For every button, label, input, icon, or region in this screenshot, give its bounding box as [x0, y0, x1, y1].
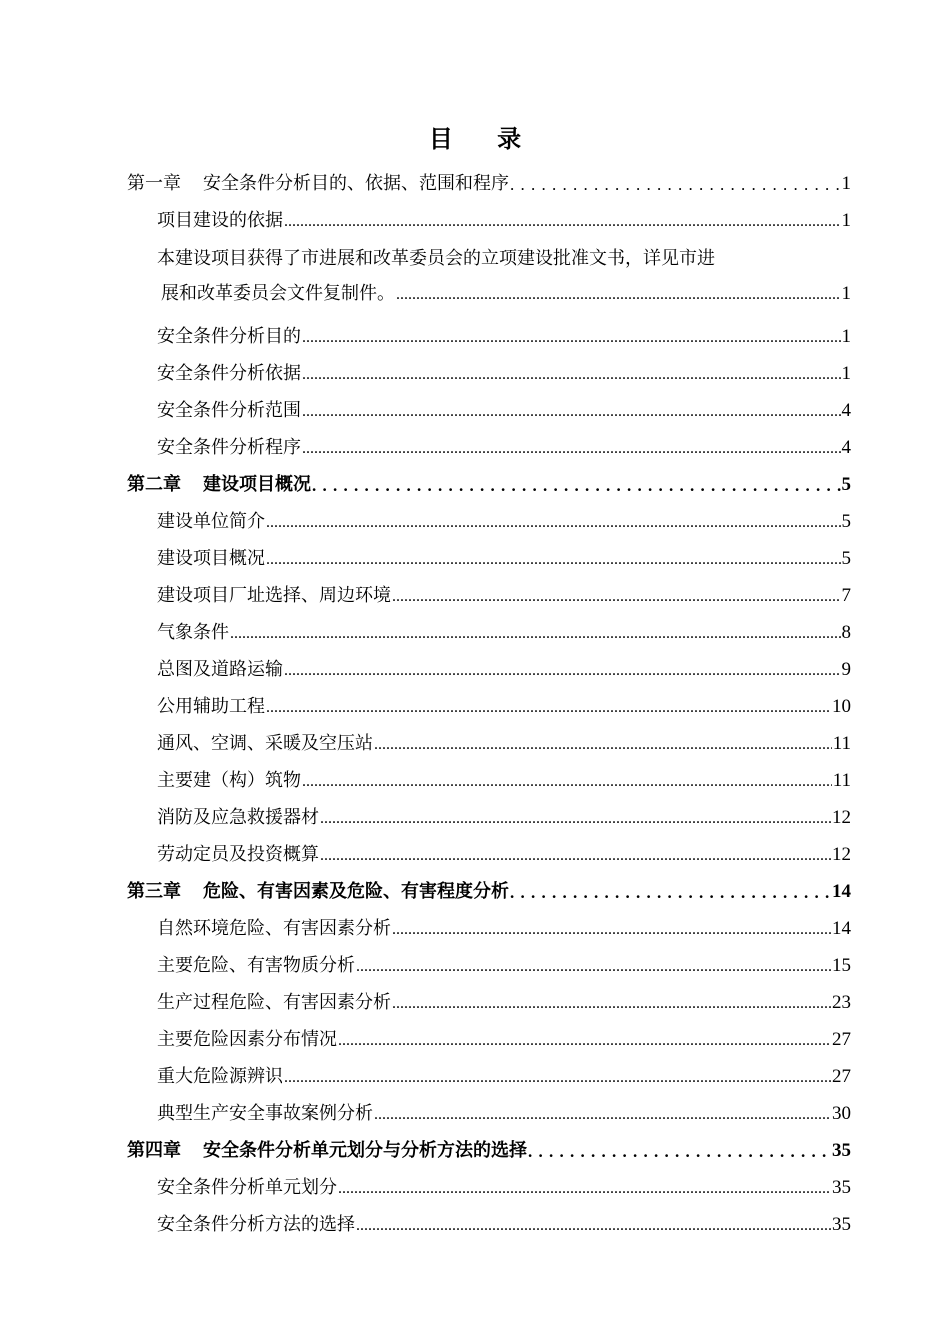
dot-leader — [510, 173, 841, 195]
toc-entry-section[interactable] — [127, 687, 851, 724]
toc-page-number: 5 — [841, 474, 851, 495]
page-title: 目 录 — [428, 125, 540, 153]
toc-entry-section[interactable] — [127, 946, 851, 983]
chapter-title: 建设项目概况 — [203, 474, 311, 495]
dot-leader — [284, 1066, 831, 1088]
toc-page-number: 1 — [841, 173, 851, 194]
toc-entry-label: 公用辅助工程 — [157, 696, 265, 717]
toc-entry-section[interactable] — [127, 1168, 851, 1205]
toc-entry-label: 气象条件 — [157, 622, 229, 643]
toc-page-number: 12 — [832, 807, 851, 828]
chapter-number: 第四章 — [127, 1140, 181, 1161]
toc-page-number: 5 — [841, 511, 851, 532]
chapter-number: 第二章 — [127, 474, 181, 495]
toc-page-number: 4 — [841, 400, 851, 421]
chapter-title: 危险、有害因素及危险、有害程度分析 — [203, 881, 509, 902]
toc-entry-section[interactable] — [127, 391, 851, 428]
table-of-contents — [127, 164, 851, 1242]
toc-entry-label: 主要危险因素分布情况 — [157, 1029, 337, 1050]
toc-page-number: 27 — [832, 1066, 851, 1087]
toc-entry-section[interactable] — [127, 724, 851, 761]
toc-entry-label: 通风、空调、采暖及空压站 — [157, 733, 373, 754]
toc-page-number: 1 — [841, 210, 851, 231]
dot-leader — [266, 511, 841, 533]
dot-leader — [392, 992, 831, 1014]
toc-page-number: 9 — [841, 659, 851, 680]
toc-page-number: 5 — [841, 548, 851, 569]
dot-leader — [302, 400, 841, 422]
toc-page-number: 8 — [841, 622, 851, 643]
toc-entry-label: 建设单位简介 — [157, 511, 265, 532]
toc-entry-section[interactable] — [127, 613, 851, 650]
toc-page-number: 7 — [841, 585, 851, 606]
dot-leader — [312, 474, 841, 496]
toc-entry-section[interactable] — [127, 798, 851, 835]
dot-leader — [266, 548, 841, 570]
toc-entry-section[interactable] — [127, 428, 851, 465]
dot-leader — [374, 733, 832, 755]
toc-entry-label — [127, 1140, 527, 1162]
toc-entry-label: 劳动定员及投资概算 — [157, 844, 319, 865]
toc-entry-label: 消防及应急救援器材 — [157, 807, 319, 828]
toc-entry-section[interactable] — [127, 317, 851, 354]
toc-page-number: 1 — [841, 363, 851, 384]
toc-entry-section[interactable] — [127, 983, 851, 1020]
toc-entry-label: 重大危险源辨识 — [157, 1066, 283, 1087]
toc-entry-section[interactable] — [127, 502, 851, 539]
toc-page-number: 23 — [832, 992, 851, 1013]
toc-entry-label: 安全条件分析单元划分 — [157, 1177, 337, 1198]
toc-page-number: 14 — [832, 881, 851, 902]
dot-leader — [320, 844, 831, 866]
toc-entry-label — [127, 173, 509, 195]
toc-entry-section[interactable] — [127, 909, 851, 946]
chapter-title: 安全条件分析单元划分与分析方法的选择 — [203, 1140, 527, 1161]
dot-leader — [284, 659, 841, 681]
toc-page-number: 14 — [832, 918, 851, 939]
toc-entry-label-line1: 本建设项目获得了市进展和改革委员会的立项建设批准文书，详见市进 — [157, 248, 715, 269]
toc-entry-label: 生产过程危险、有害因素分析 — [157, 992, 391, 1013]
dot-leader — [284, 210, 841, 232]
toc-page-number: 12 — [832, 844, 851, 865]
toc-entry-section[interactable] — [127, 761, 851, 798]
toc-page-number: 1 — [841, 283, 851, 304]
toc-entry-label: 建设项目概况 — [157, 548, 265, 569]
toc-page-number: 35 — [832, 1140, 851, 1161]
toc-entry-label: 典型生产安全事故案例分析 — [157, 1103, 373, 1124]
toc-entry-chapter[interactable] — [127, 164, 851, 201]
toc-entry-label: 安全条件分析范围 — [157, 400, 301, 421]
dot-leader — [338, 1029, 831, 1051]
toc-entry-label: 安全条件分析目的 — [157, 326, 301, 347]
toc-entry-label — [127, 881, 509, 903]
toc-entry-label: 自然环境危险、有害因素分析 — [157, 918, 391, 939]
toc-entry-section[interactable] — [127, 539, 851, 576]
toc-entry-section[interactable] — [127, 1205, 851, 1242]
toc-page-number: 15 — [832, 955, 851, 976]
toc-entry-chapter[interactable] — [127, 872, 851, 909]
toc-entry-section[interactable] — [127, 576, 851, 613]
toc-page-number: 27 — [832, 1029, 851, 1050]
toc-entry-section[interactable] — [127, 201, 851, 238]
dot-leader — [338, 1177, 831, 1199]
toc-entry-label: 项目建设的依据 — [157, 210, 283, 231]
dot-leader — [356, 1214, 831, 1236]
toc-entry-chapter[interactable] — [127, 465, 851, 502]
toc-entry-label: 安全条件分析程序 — [157, 437, 301, 458]
dot-leader — [302, 326, 841, 348]
toc-page-number: 4 — [841, 437, 851, 458]
toc-entry-label: 安全条件分析依据 — [157, 363, 301, 384]
toc-page-number: 10 — [832, 696, 851, 717]
dot-leader — [302, 437, 841, 459]
dot-leader — [510, 881, 831, 903]
toc-page-number: 35 — [832, 1177, 851, 1198]
toc-entry-label: 建设项目厂址选择、周边环境 — [157, 585, 391, 606]
toc-page-number: 30 — [832, 1103, 851, 1124]
dot-leader — [528, 1140, 831, 1162]
dot-leader — [356, 955, 831, 977]
toc-page-number: 1 — [841, 326, 851, 347]
dot-leader — [374, 1103, 831, 1125]
toc-entry-section[interactable] — [127, 835, 851, 872]
toc-entry-label: 主要建（构）筑物 — [157, 770, 301, 791]
chapter-title: 安全条件分析目的、依据、范围和程序 — [203, 173, 509, 194]
dot-leader — [266, 696, 831, 718]
toc-page-number: 11 — [832, 733, 851, 754]
dot-leader — [392, 585, 841, 607]
toc-page-number: 11 — [832, 770, 851, 791]
toc-entry-section[interactable] — [127, 1057, 851, 1094]
toc-entry-chapter[interactable] — [127, 1131, 851, 1168]
chapter-number: 第三章 — [127, 881, 181, 902]
toc-entry-section[interactable] — [127, 238, 851, 317]
toc-page-number: 35 — [832, 1214, 851, 1235]
dot-leader — [230, 622, 841, 644]
toc-entry-label: 主要危险、有害物质分析 — [157, 955, 355, 976]
toc-entry-label: 安全条件分析方法的选择 — [157, 1214, 355, 1235]
dot-leader — [302, 770, 832, 792]
dot-leader — [320, 807, 831, 829]
chapter-number: 第一章 — [127, 173, 181, 194]
toc-entry-section[interactable] — [127, 1020, 851, 1057]
dot-leader — [392, 918, 831, 940]
toc-entry-section[interactable] — [127, 650, 851, 687]
toc-entry-section[interactable] — [127, 1094, 851, 1131]
toc-entry-label — [127, 474, 311, 496]
dot-leader — [396, 283, 841, 305]
toc-entry-section[interactable] — [127, 354, 851, 391]
dot-leader — [302, 363, 841, 385]
toc-entry-line2 — [157, 281, 851, 311]
toc-entry-label-line2: 展和改革委员会文件复制件。 — [161, 283, 395, 304]
toc-entry-label: 总图及道路运输 — [157, 659, 283, 680]
